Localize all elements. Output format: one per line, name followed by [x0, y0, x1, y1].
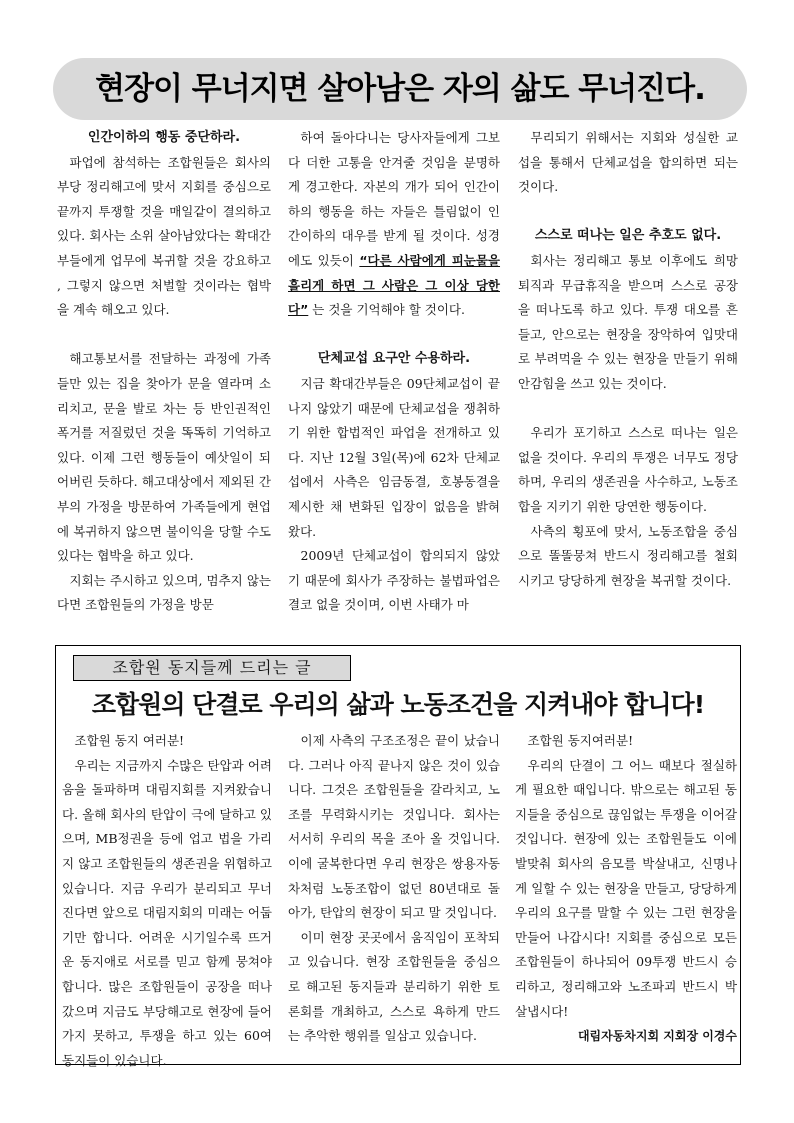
paragraph-text: 하여 돌아다니는 당사자들에게 그보다 더한 고통을 안겨줄 것임을 분명하게 경고한다. 자본의 개가 되어 인간이하의 행동을 하는 자들은 틀림없이 인간이하의 대우를 받게 될 것이다. 성경에도 있듯이 — [288, 130, 500, 268]
bible-quote: “다른 사람에게 피눈물을 흘리게 하면 그 사람은 그 이상 당한다” — [288, 252, 501, 318]
section-heading: 스스로 떠나는 일은 추호도 없다. — [534, 228, 722, 244]
letter-label: 조합원 동지들께 드리는 글 — [73, 655, 351, 681]
paragraph: 이제 사측의 구조조정은 끝이 났습니다. 그러나 아직 끝나지 않은 것이 있습니다. 그것은 조합원들을 갈라치고, 노조를 무력화시키는 것입니다. 회사는 서서히 우리의 목을 조아 올 것입니다. 이에 굴복한다면 우리 현장은 쌍용자동차처럼 노동조합이 없던 80년대로 돌아가, 탄압의 현장이 되고 말 것입니다. — [288, 733, 500, 921]
paragraph: 파업에 참석하는 조합원들은 회사의 부당 정리해고에 맞서 지회를 중심으로 끝까지 투쟁할 것을 매일같이 결의하고 있다. 회사는 소위 살아남았다는 확대간부들에게 업무에 복귀할 것을 강요하고 , 그렇지 않으면 처벌할 것이라는 협박을 계속 해오고 있다. — [57, 154, 271, 318]
paragraph: 사측의 횡포에 맞서, 노동조합을 중심으로 똘똘뭉쳐 반드시 정리해고를 철회시키고 당당하게 현장을 복귀할 것이다. — [518, 523, 738, 588]
paragraph: 회사는 정리해고 통보 이후에도 희망퇴직과 무급휴직을 받으며 스스로 공장을 떠나도록 하고 있다. 투쟁 대오를 흔들고, 안으로는 현장을 장악하여 입맛대로 부려먹을 수 있는 현장을 만들기 위해 안감힘을 쓰고 있는 것이다. — [518, 252, 738, 391]
article-column-2 — [288, 126, 500, 618]
paragraph: 해고통보서를 전달하는 과정에 가족들만 있는 집을 찾아가 문을 열라며 소리치고, 문을 발로 차는 등 반인권적인 폭거를 저질렀던 것을 똑똑히 기억하고 있다. 이제 그런 행동들이 예삿일이 되어버린 듯하다. 해고대상에서 제외된 간부의 가정을 방문하여 가족들에게 현업에 복귀하지 않으면 불이익을 당할 수도 있다는 협박을 하고 있다. — [57, 351, 271, 564]
paragraph: 지회는 주시하고 있으며, 멈추지 않는다면 조합원들의 가정을 방문 — [57, 572, 271, 613]
section-heading: 인간이하의 행동 중단하라. — [87, 130, 241, 145]
paragraph: 지금 확대간부들은 09단체교섭이 끝나지 않았기 때문에 단체교섭을 쟁취하기 위한 합법적인 파업을 전개하고 있다. 지난 12월 3일(목)에 62차 단체교섭에서 사측은 임금동결, 호봉동결을 제시한 채 변화된 입장이 없음을 밝혀왔다. — [288, 375, 500, 539]
paragraph: 2009년 단체교섭이 합의되지 않았기 때문에 회사가 주장하는 불법파업은 결코 없을 것이며, 이번 사태가 마 — [288, 548, 500, 613]
salutation: 조합원 동지 여러분! — [74, 733, 185, 748]
paragraph: 우리가 포기하고 스스로 떠나는 일은 없을 것이다. 우리의 투쟁은 너무도 정당하며, 우리의 생존권을 사수하고, 노동조합을 지키기 위한 당연한 행동이다. — [518, 425, 738, 514]
letter-column-1 — [62, 729, 272, 1073]
headline: 현장이 무너지면 살아남은 자의 삶도 무너진다. — [95, 71, 705, 107]
paragraph: 이미 현장 곳곳에서 움직임이 포착되고 있습니다. 현장 조합원들을 중심으로 해고된 동지들과 분리하기 위한 토론회를 개최하고, 스스로 욕하게 만드는 추악한 행위를 일삼고 있습니다. — [288, 929, 500, 1044]
paragraph-text: 는 것을 기억해야 할 것이다. — [312, 302, 465, 318]
paragraph: 무리되기 위해서는 지회와 성실한 교섭을 통해서 단체교섭을 합의하면 되는 것이다. — [518, 130, 738, 195]
paragraph: 우리의 단결이 그 어느 때보다 절실하게 필요한 때입니다. 밖으로는 해고된 동지들을 중심으로 끊임없는 투쟁을 이어갈 것입니다. 현장에 있는 조합원들도 이에 발맞춰 회사의 음모를 박살내고, 신명나게 일할 수 있는 현장을 만들고, 당당하게 우리의 요구를 말할 수 있는 그런 현장을 만들어 나갑시다! 지회를 중심으로 모든 조합원들이 하나되어 09투쟁 반드시 승리하고, 정리해고와 노조파괴 반드시 박살냅시다! — [515, 757, 737, 1019]
paragraph: 우리는 지금까지 수많은 탄압과 어려움을 돌파하며 대림지회를 지켜왔습니다. 올해 회사의 탄압이 극에 달하고 있으며, MB정권을 등에 업고 법을 가리지 않고 조합원들의 생존권을 위협하고 있습니다. 지금 우리가 분리되고 무너진다면 앞으로 대림지회의 미래는 어둡기만 합니다. 어려운 시기일수록 뜨거운 동지애로 서로를 믿고 함께 뭉쳐야 합니다. 많은 조합원들이 공장을 떠나갔으며 지금도 부당해고로 현장에 들어가지 못하고, 투쟁을 하고 있는 60여 동지들이 있습니다. — [62, 757, 272, 1068]
letter-column-3 — [515, 729, 737, 1049]
paragraph — [288, 126, 500, 323]
salutation: 조합원 동지여러분! — [527, 733, 634, 748]
article-column-1 — [57, 126, 271, 618]
headline-banner — [53, 58, 747, 120]
letter-column-2 — [288, 729, 500, 1049]
letter-title: 조합원의 단결로 우리의 삶과 노동조건을 지켜내야 합니다! — [91, 690, 705, 719]
signature: 대림자동차지회 지회장 이경수 — [577, 1029, 737, 1044]
article-column-3 — [518, 126, 738, 593]
section-heading: 단체교섭 요구안 수용하라. — [317, 351, 471, 367]
